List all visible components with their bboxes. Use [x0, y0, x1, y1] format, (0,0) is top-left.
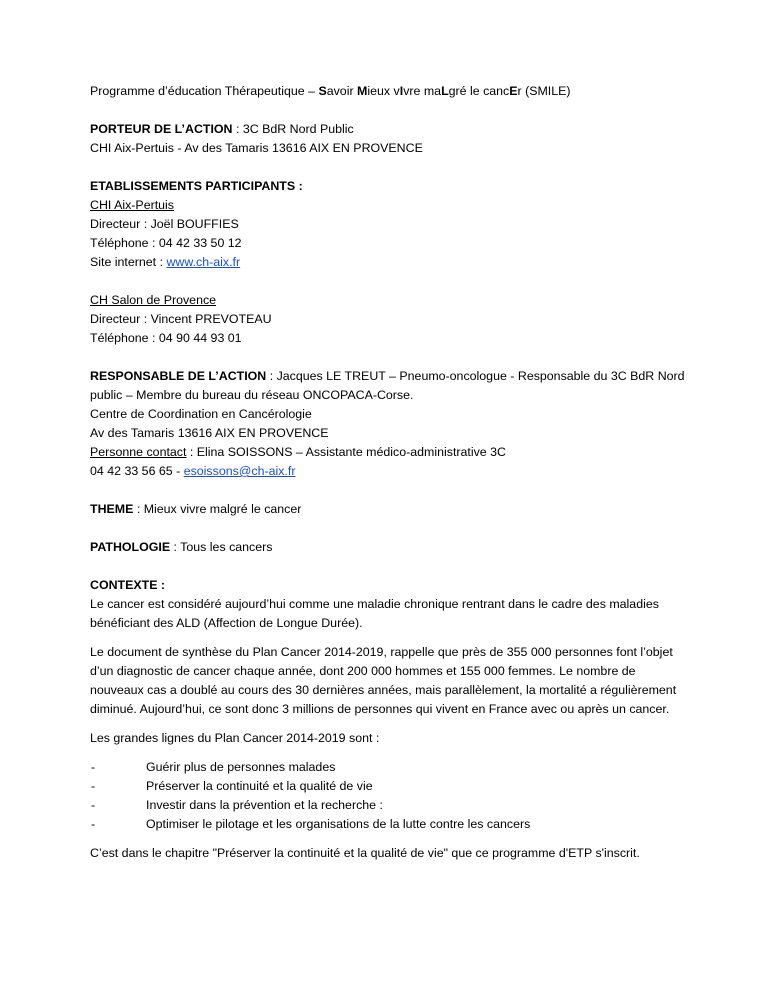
contexte-paragraph-3: Les grandes lignes du Plan Cancer 2014-2019 sont :: [90, 731, 380, 745]
etab1-directeur: Directeur : Joël BOUFFIES: [90, 217, 239, 231]
list-item: - Investir dans la prévention et la recherche :: [91, 798, 383, 812]
responsable-label: RESPONSABLE DE L’ACTION: [90, 369, 267, 383]
program-title: Programme d’éducation Thérapeutique – Savoir Mieux vIvre maLgré le cancEr (SMILE): [90, 84, 571, 98]
contexte-paragraph-2: Le document de synthèse du Plan Cancer 2014-2019, rappelle que près de 355 000 personnes font l’objet d’un diagnostic de cancer chaque année, dont 200 000 hommes et 155 000 femmes. Le nombre de nouveaux cas a doublé au cours des 30 dernières années, mais parallèlement, la mortalité a régulièrement diminué. Aujourd’hui, ce sont donc 3 millions de personnes qui vivent en France avec ou après un cancer.: [90, 645, 677, 716]
responsable-line3: Centre de Coordination en Cancérologie: [90, 407, 312, 421]
contact-line: Personne contact : Elina SOISSONS – Assistante médico-administrative 3C: [90, 445, 506, 459]
etab1-telephone: Téléphone : 04 42 33 50 12: [90, 236, 242, 250]
contact-phone-email: 04 42 33 56 65 - esoissons@ch-aix.fr: [90, 464, 296, 478]
document-page: [90, 82, 690, 863]
pathologie-line: PATHOLOGIE : Tous les cancers: [90, 540, 273, 554]
etab2-telephone: Téléphone : 04 90 44 93 01: [90, 331, 242, 345]
responsable-line: RESPONSABLE DE L’ACTION : Jacques LE TREUT – Pneumo-oncologue - Responsable du 3C BdR Nord: [90, 369, 685, 383]
etab2-name: CH Salon de Provence: [90, 293, 217, 307]
porteur-label: PORTEUR DE L’ACTION: [90, 122, 233, 136]
etab1-name: CHI Aix-Pertuis: [90, 198, 174, 212]
responsable-line4: Av des Tamaris 13616 AIX EN PROVENCE: [90, 426, 329, 440]
site-link[interactable]: www.ch-aix.fr: [166, 255, 241, 269]
etab2-directeur: Directeur : Vincent PREVOTEAU: [90, 312, 272, 326]
responsable-line2: public – Membre du bureau du réseau ONCOPACA-Corse.: [90, 388, 414, 402]
contact-label: Personne contact: [90, 445, 187, 459]
email-link[interactable]: esoissons@ch-aix.fr: [183, 464, 296, 478]
contexte-paragraph-4: C’est dans le chapitre "Préserver la continuité et la qualité de vie" que ce programme d'ETP s'inscrit.: [90, 846, 640, 860]
theme-label: THEME: [90, 502, 134, 516]
list-item: - Optimiser le pilotage et les organisations de la lutte contre les cancers: [91, 817, 531, 831]
theme-line: THEME : Mieux vivre malgré le cancer: [90, 502, 302, 516]
contexte-heading: CONTEXTE :: [90, 578, 166, 592]
list-item: - Préserver la continuité et la qualité de vie: [91, 779, 373, 793]
etablissements-heading: ETABLISSEMENTS PARTICIPANTS :: [90, 179, 303, 193]
porteur-address: CHI Aix-Pertuis - Av des Tamaris 13616 AIX EN PROVENCE: [90, 141, 423, 155]
porteur-line: PORTEUR DE L’ACTION : 3C BdR Nord Public: [90, 122, 354, 136]
pathologie-label: PATHOLOGIE: [90, 540, 171, 554]
list-item: - Guérir plus de personnes malades: [91, 760, 336, 774]
contexte-paragraph-1: Le cancer est considéré aujourd’hui comme une maladie chronique rentrant dans le cadre des maladies bénéficiant des ALD (Affection de Longue Durée).: [90, 597, 659, 630]
plan-cancer-list: [90, 758, 690, 834]
etab1-site: Site internet : www.ch-aix.fr: [90, 255, 241, 269]
